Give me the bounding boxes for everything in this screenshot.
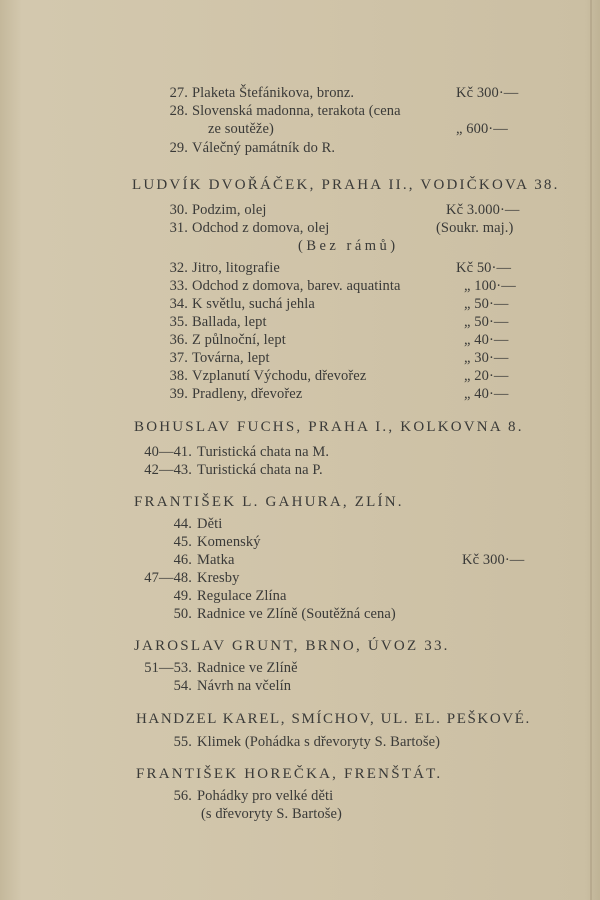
item-title: Radnice ve Zlíně (Soutěžná cena): [197, 606, 396, 622]
item-price: „ 40·—: [464, 332, 509, 348]
item-number: 39.: [169, 386, 188, 402]
item-title: Slovenská madonna, terakota (cena: [192, 103, 401, 119]
artist-heading: FRANTIŠEK HOREČKA, FRENŠTÁT.: [136, 766, 443, 782]
item-title: Pohádky pro velké děti: [197, 788, 334, 804]
item-title-continuation: ze soutěže): [208, 121, 274, 137]
item-number: 32.: [169, 260, 188, 276]
artist-heading: HANDZEL KAREL, SMÍCHOV, UL. EL. PEŠKOVÉ.: [136, 711, 531, 727]
item-title: Klimek (Pohádka s dřevoryty S. Bartoše): [197, 734, 441, 750]
item-title: Odchod z domova, olej: [192, 220, 330, 236]
item-number: 30.: [169, 202, 188, 218]
item-price: „ 100·—: [464, 278, 516, 294]
item-price: „ 50·—: [464, 314, 509, 330]
artist-heading: LUDVÍK DVOŘÁČEK, PRAHA II., VODIČKOVA 38.: [132, 177, 560, 193]
no-frames-note: (Bez rámů): [298, 238, 399, 254]
item-title: Pradleny, dřevořez: [192, 386, 303, 402]
item-number: 54.: [173, 678, 192, 694]
item-price: „ 40·—: [464, 386, 509, 402]
item-price: „ 600·—: [456, 121, 508, 137]
item-number: 27.: [169, 85, 188, 101]
item-number: 42—43.: [144, 462, 192, 478]
item-title: Ballada, lept: [192, 314, 267, 330]
item-price: Kč 50·—: [456, 260, 512, 276]
item-title-continuation: (s dřevoryty S. Bartoše): [201, 806, 342, 822]
item-title: K světlu, suchá jehla: [192, 296, 315, 312]
item-number: 50.: [173, 606, 192, 622]
item-ownership-note: (Soukr. maj.): [436, 220, 514, 236]
item-price: Kč 3.000·—: [446, 202, 520, 218]
item-number: 55.: [173, 734, 192, 750]
item-number: 34.: [169, 296, 188, 312]
item-title: Radnice ve Zlíně: [197, 660, 298, 676]
item-title: Z půlnoční, lept: [192, 332, 286, 348]
item-title: Odchod z domova, barev. aquatinta: [192, 278, 401, 294]
item-title: Návrh na včelín: [197, 678, 292, 694]
item-number: 29.: [169, 140, 188, 156]
item-title: Kresby: [197, 570, 240, 586]
item-price: „ 20·—: [464, 368, 509, 384]
item-title: Regulace Zlína: [197, 588, 287, 604]
item-price: Kč 300·—: [456, 85, 519, 101]
item-number: 47—48.: [144, 570, 192, 586]
item-number: 40—41.: [144, 444, 192, 460]
item-number: 33.: [169, 278, 188, 294]
item-number: 38.: [169, 368, 188, 384]
item-title: Turistická chata na P.: [197, 462, 323, 478]
item-title: Vzplanutí Východu, dřevořez: [192, 368, 367, 384]
item-number: 49.: [173, 588, 192, 604]
item-title: Továrna, lept: [192, 350, 270, 366]
item-number: 36.: [169, 332, 188, 348]
artist-heading: FRANTIŠEK L. GAHURA, ZLÍN.: [134, 494, 404, 510]
item-title: Podzim, olej: [192, 202, 267, 218]
page-fold-line: [590, 0, 592, 900]
item-title: Komenský: [197, 534, 261, 550]
item-title: Jitro, litografie: [192, 260, 280, 276]
item-number: 51—53.: [144, 660, 192, 676]
item-title: Plaketa Štefánikova, bronz.: [192, 85, 355, 101]
item-price: „ 50·—: [464, 296, 509, 312]
item-number: 45.: [173, 534, 192, 550]
item-number: 37.: [169, 350, 188, 366]
item-number: 28.: [169, 103, 188, 119]
artist-heading: BOHUSLAV FUCHS, PRAHA I., KOLKOVNA 8.: [134, 419, 524, 435]
item-price: „ 30·—: [464, 350, 509, 366]
item-title: Děti: [197, 516, 223, 532]
item-number: 56.: [173, 788, 192, 804]
item-title: Matka: [197, 552, 235, 568]
item-price: Kč 300·—: [462, 552, 525, 568]
artist-heading: JAROSLAV GRUNT, BRNO, ÚVOZ 33.: [134, 638, 450, 654]
item-number: 31.: [169, 220, 188, 236]
item-number: 35.: [169, 314, 188, 330]
item-number: 46.: [173, 552, 192, 568]
item-title: Válečný památník do R.: [192, 140, 336, 156]
item-number: 44.: [173, 516, 192, 532]
item-title: Turistická chata na M.: [197, 444, 330, 460]
